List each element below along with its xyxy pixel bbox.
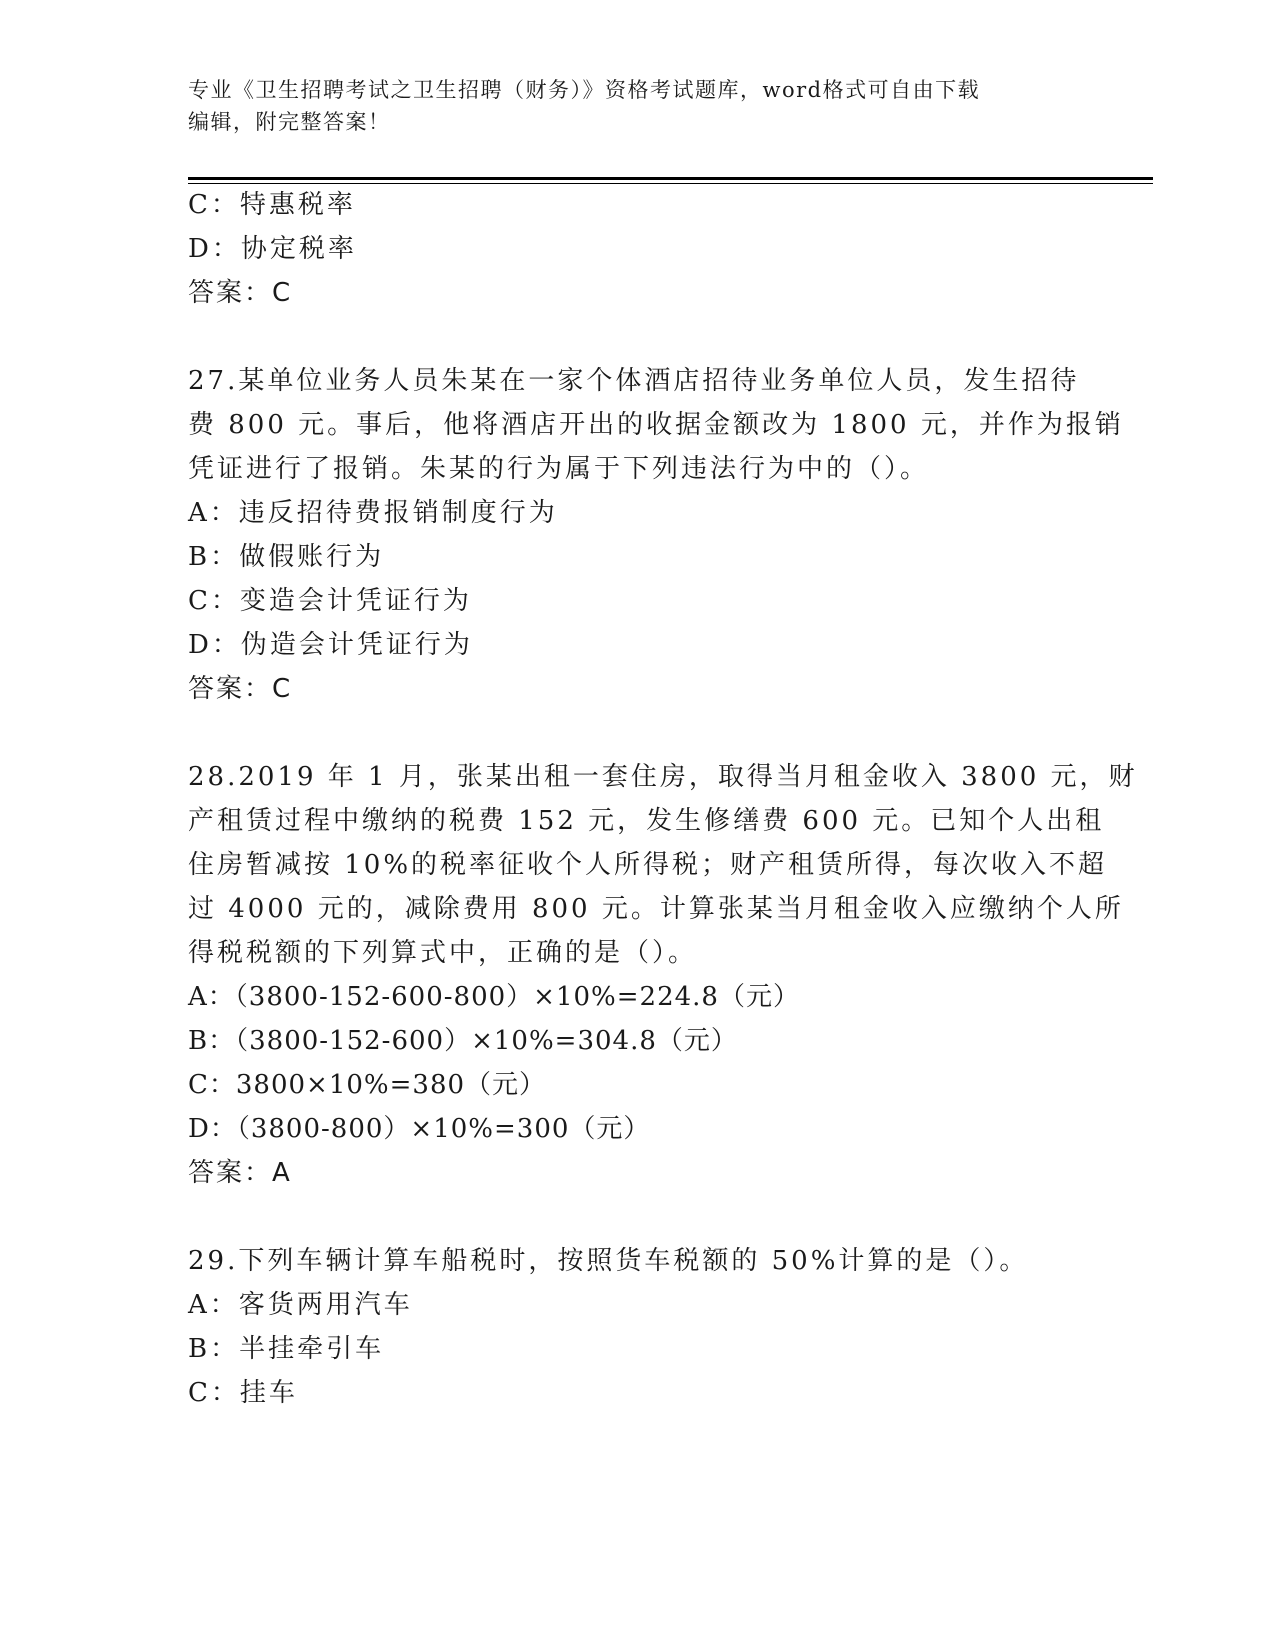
- q27-option-b: B：做假账行为: [188, 542, 385, 572]
- q27-stem-line-2: 费 800 元。事后，他将酒店开出的收据金额改为 1800 元，并作为报销: [188, 410, 1124, 440]
- q26-answer: 答案：C: [188, 278, 293, 308]
- q28-stem-line-2: 产租赁过程中缴纳的税费 152 元，发生修缮费 600 元。已知个人出租: [188, 806, 1105, 836]
- header-rule-thick: [188, 177, 1153, 180]
- q28-option-b: B：（3800-152-600）×10%=304.8（元）: [188, 1026, 738, 1056]
- q27-option-d: D：伪造会计凭证行为: [188, 630, 473, 660]
- q29-option-b: B：半挂牵引车: [188, 1334, 385, 1364]
- q28-option-a: A：（3800-152-600-800）×10%=224.8（元）: [188, 982, 800, 1012]
- q27-option-a: A：违反招待费报销制度行为: [188, 498, 558, 528]
- q29-option-a: A：客货两用汽车: [188, 1290, 413, 1320]
- q28-option-c: C：3800×10%=380（元）: [188, 1070, 547, 1100]
- header-rule-thin: [188, 183, 1153, 184]
- q28-stem-line-3: 住房暂减按 10%的税率征收个人所得税；财产租赁所得，每次收入不超: [188, 850, 1108, 880]
- q27-stem-line-1: 27.某单位业务人员朱某在一家个体酒店招待业务单位人员，发生招待: [188, 366, 1080, 396]
- q28-answer: 答案：A: [188, 1158, 292, 1188]
- q27-option-c: C：变造会计凭证行为: [188, 586, 472, 616]
- q28-option-d: D：（3800-800）×10%=300（元）: [188, 1114, 651, 1144]
- header-line-1: 专业《卫生招聘考试之卫生招聘（财务）》资格考试题库，word格式可自由下载: [188, 78, 981, 102]
- q29-stem-line-1: 29.下列车辆计算车船税时，按照货车税额的 50%计算的是（）。: [188, 1246, 1029, 1276]
- header-line-2: 编辑，附完整答案！: [188, 110, 391, 134]
- q29-option-c: C：挂车: [188, 1378, 298, 1408]
- q28-stem-line-5: 得税税额的下列算式中，正确的是（）。: [188, 938, 698, 968]
- q26-option-d: D：协定税率: [188, 234, 357, 264]
- q26-option-c: C：特惠税率: [188, 190, 356, 220]
- q27-answer: 答案：C: [188, 674, 293, 704]
- document-header: [188, 74, 1088, 138]
- q28-stem-line-1: 28.2019 年 1 月，张某出租一套住房，取得当月租金收入 3800 元，财: [188, 762, 1138, 792]
- q28-stem-line-4: 过 4000 元的，减除费用 800 元。计算张某当月租金收入应缴纳个人所: [188, 894, 1124, 924]
- q27-stem-line-3: 凭证进行了报销。朱某的行为属于下列违法行为中的（）。: [188, 454, 930, 484]
